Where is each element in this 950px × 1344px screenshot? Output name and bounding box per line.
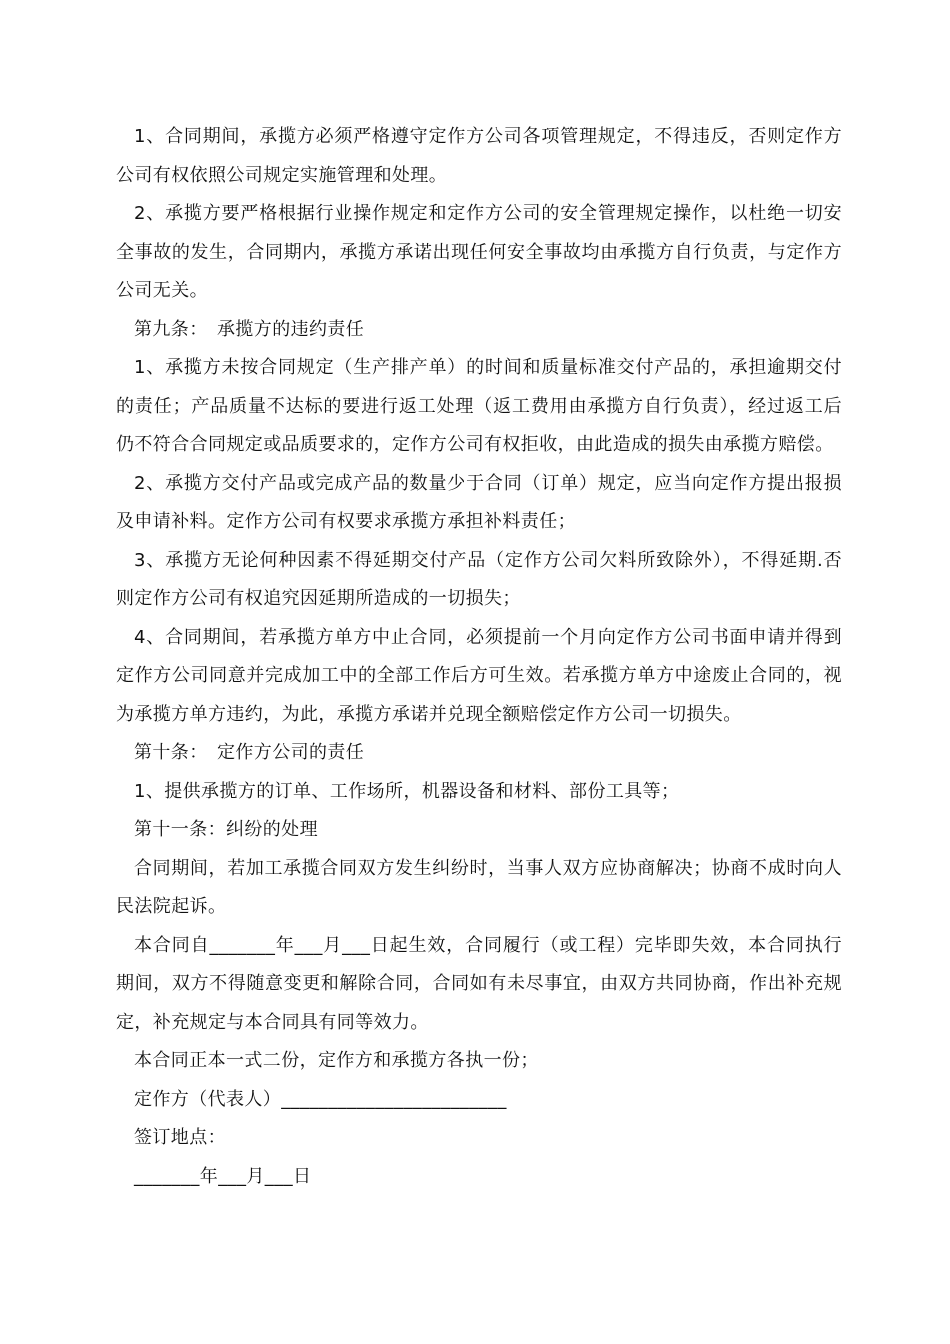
signing-date: _______年___月___日 (134, 1165, 312, 1187)
clause-paragraph: 合同期间，若加工承揽合同双方发生纠纷时，当事人双方应协商解决；协商不成时向人民法院起诉。 (116, 857, 842, 917)
clause-paragraph: 1、合同期间，承揽方必须严格遵守定作方公司各项管理规定，不得违反，否则定作方公司有权依照公司规定实施管理和处理。 (116, 126, 842, 186)
article-heading: 第十条： 定作方公司的责任 (134, 742, 365, 763)
clause-paragraph: 本合同正本一式二份，定作方和承揽方各执一份； (134, 1050, 539, 1071)
clause-paragraph: 2、承揽方交付产品或完成产品的数量少于合同（订单）规定，应当向定作方提出报损及申请补料。定作方公司有权要求承揽方承担补料责任； (116, 472, 842, 532)
clause-paragraph: 1、承揽方未按合同规定（生产排产单）的时间和质量标准交付产品的，承担逾期交付的责任；产品质量不达标的要进行返工处理（返工费用由承揽方自行负责），经过返工后仍不符合合同规定或品质要求的，定作方公司有权拒收，由此造成的损失由承揽方赔偿。 (116, 357, 842, 455)
signature-line: 定作方（代表人）________________________ (134, 1088, 507, 1110)
article-heading: 第九条： 承揽方的违约责任 (134, 318, 365, 340)
clause-paragraph: 2、承揽方要严格根据行业操作规定和定作方公司的安全管理规定操作，以杜绝一切安全事故的发生，合同期内，承揽方承诺出现任何安全事故均由承揽方自行负责，与定作方公司无关。 (116, 203, 842, 301)
clause-paragraph: 1、提供承揽方的订单、工作场所，机器设备和材料、部份工具等； (134, 780, 680, 802)
clause-paragraph: 本合同自_______年___月___日起生效，合同履行（或工程）完毕即失效，本合同执行期间，双方不得随意变更和解除合同，合同如有未尽事宜，由双方共同协商，作出补充规定，补充规定与本合同具有同等效力。 (116, 934, 842, 1033)
signing-location: 签订地点： (134, 1127, 226, 1148)
contract-body (116, 118, 842, 1196)
clause-paragraph: 3、承揽方无论何种因素不得延期交付产品（定作方公司欠料所致除外），不得延期.否则定作方公司有权追究因延期所造成的一切损失； (116, 549, 842, 609)
article-heading: 第十一条：纠纷的处理 (134, 819, 318, 840)
clause-paragraph: 4、合同期间，若承揽方单方中止合同，必须提前一个月向定作方公司书面申请并得到定作方公司同意并完成加工中的全部工作后方可生效。若承揽方单方中途废止合同的，视为承揽方单方违约，为此，承揽方承诺并兑现全额赔偿定作方公司一切损失。 (116, 626, 842, 725)
